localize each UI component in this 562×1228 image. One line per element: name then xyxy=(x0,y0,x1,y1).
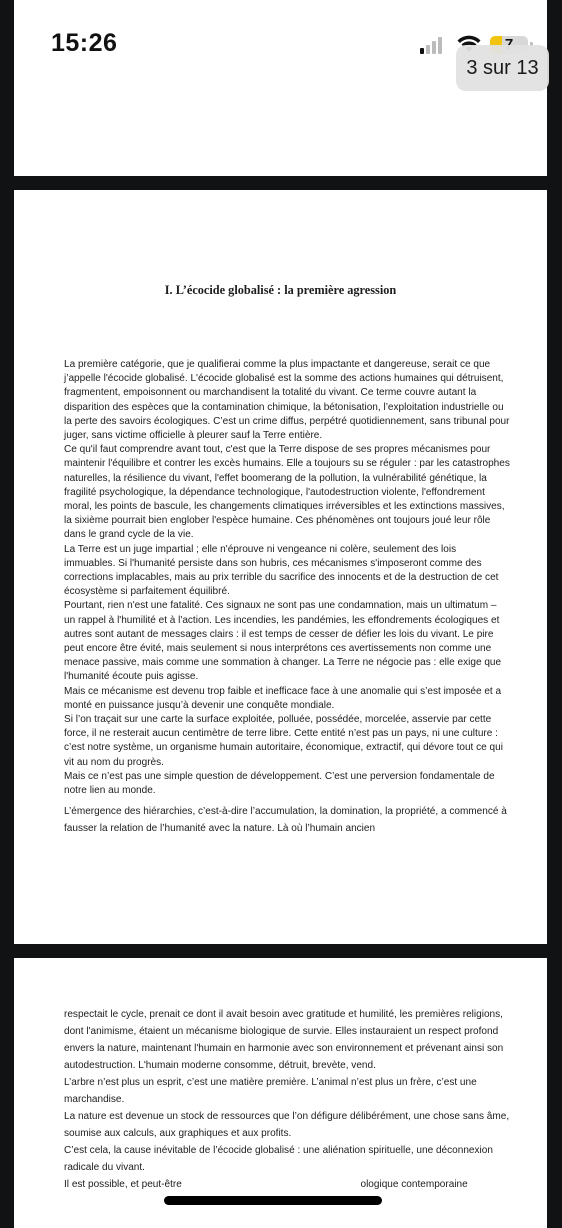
paragraph: L’arbre n’est plus un esprit, c’est une matière première. L’animal n’est plus un frère, c’est une marchandise. xyxy=(64,1077,477,1105)
page-indicator: 3 sur 13 xyxy=(456,45,549,91)
redaction-bar xyxy=(164,1196,382,1205)
paragraph: La nature est devenue un stock de ressources que l’on défigure délibérément, une chose sans âme, soumise aux calculs, aux graphiques et aux profits. xyxy=(64,1111,510,1139)
cellular-signal-icon xyxy=(420,36,450,54)
document-page xyxy=(14,190,547,944)
page-body xyxy=(64,1006,510,1193)
paragraph: Ce qu'il faut comprendre avant tout, c'est que la Terre dispose de ses propres mécanismes pour maintenir l'équilibre et contrer les excès humains. Elle a toujours su se réguler : par les catastrophes naturelles, la résilience du vivant, l'effet boomerang de la pollution, la vulnérabilité génétique, la fragilité psychologique, la dépendance technologique, l'autodestruction violente, l'effondrement moral, les points de bascule, les changements climatiques irréversibles et les extinctions massives, la sixième pourrait bien englober l'espèce humaine. Ces phénomènes ont toujours joué leur rôle dans le grand cycle de la vie. xyxy=(64,444,510,541)
paragraph: La Terre est un juge impartial ; elle n'éprouve ni vengeance ni colère, seulement des lois immuables. Si l'humanité persiste dans son hubris, ces mécanismes s'imposeront comme des corrections implacables, mais au prix terrible du sacrifice des innocents et de la destruction de cet écosystème si parfaitement équilibré. xyxy=(64,543,499,598)
page-body xyxy=(64,358,510,837)
paragraph: respectait le cycle, prenait ce dont il avait besoin avec gratitude et humilité, les premières religions, dont l'animisme, étaient un mécanisme biologique de survie. Elles instauraient un respect profond envers la nature, maintenant l'humain en harmonie avec son environnement et prévenant ainsi son autodestruction. L'humain moderne consomme, détruit, brevète, vend. xyxy=(64,1009,504,1071)
paragraph: Si l’on traçait sur une carte la surface exploitée, polluée, possédée, morcelée, asservie par cette force, il ne resterait aucun centimètre de terre libre. Cette entité n’est pas un pays, ni une culture : c’est notre système, un organisme humain autoritaire, économique, extractif, qui dévore tout ce qui vit au nom du progrès. xyxy=(64,714,503,768)
paragraph: Mais ce mécanisme est devenu trop faible et inefficace face à une anomalie qui s’est imposée et a monté en puissance jusqu’à devenir une conquête mondiale. xyxy=(64,685,502,711)
paragraph: L’émergence des hiérarchies, c’est-à-dire l’accumulation, la domination, la propriété, a commencé à fausser la relation de l’humanité avec la nature. Là où l’humain ancien xyxy=(64,806,507,834)
paragraph: C’est cela, la cause inévitable de l’écocide globalisé : une aliénation spirituelle, une déconnexion radicale du vivant. xyxy=(64,1145,493,1173)
paragraph: Pourtant, rien n'est une fatalité. Ces signaux ne sont pas une condamnation, mais un ultimatum – un rappel à l'humilité et à l'action. Les incendies, les pandémies, les effondrements écologiques et autres sont autant de messages clairs : il est temps de cesser de défier les lois du vivant. Le pire peut encore être évité, mais seulement si nous interprétons ces avertissements non comme une menace passive, mais comme une sommation à changer. La Terre ne négocie pas : elle exige que l'humanité écoute puis agisse. xyxy=(64,600,502,683)
paragraph: Il est possible, et peut-être ologique contemporaine xyxy=(64,1179,468,1190)
chapter-title: I. L’écocide globalisé : la première agression xyxy=(164,283,397,297)
paragraph: Mais ce n’est pas une simple question de développement. C’est une perversion fondamentale de notre lien au monde. xyxy=(64,770,495,797)
next-page xyxy=(14,958,547,1228)
status-time: 15:26 xyxy=(51,29,118,57)
paragraph: La première catégorie, que je qualifierai comme la plus impactante et dangereuse, serait ce que j’appelle l'écocide globalisé. L'écocide globalisé est la somme des actions humaines qui détruisent, fragmentent, empoisonnent ou marchandisent la totalité du vivant. Ce terme couvre autant la disparition des espèces que la contamination chimique, la bétonisation, l’exploitation industrielle ou la perte des savoirs écologiques. C’est un crime diffus, perpétré quotidiennement, sans tribunal pour juger, sans victime officielle à pleurer sauf la Terre entière. xyxy=(64,359,510,442)
